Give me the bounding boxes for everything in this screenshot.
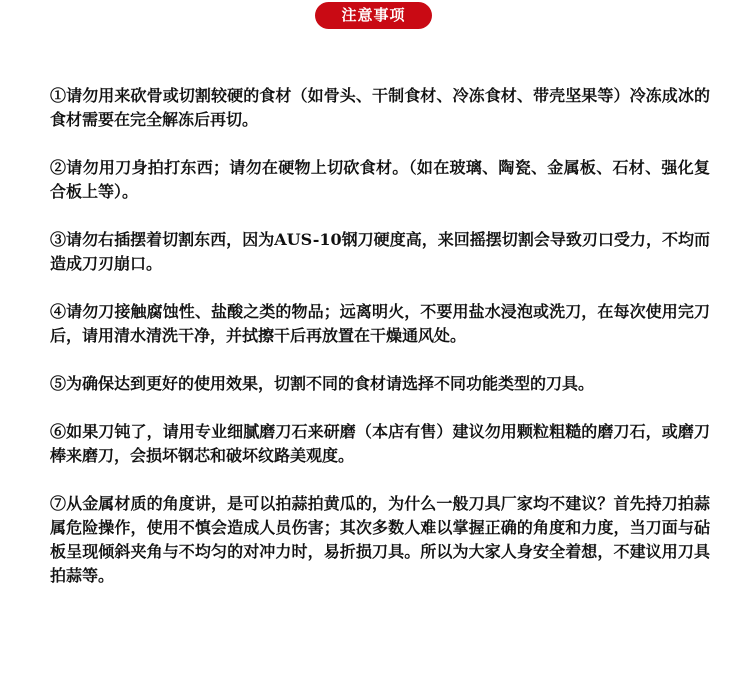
note-item-6: ⑥如果刀钝了，请用专业细腻磨刀石来研磨（本店有售）建议勿用颗粒粗糙的磨刀石，或磨刀棒来磨刀，会损坏钢芯和破坏纹路美观度。	[50, 422, 710, 465]
page-title-badge: 注意事项	[315, 2, 432, 29]
note-item-5: ⑤为确保达到更好的使用效果，切割不同的食材请选择不同功能类型的刀具。	[50, 374, 595, 393]
note-item-4: ④请勿刀接触腐蚀性、盐酸之类的物品；远离明火，不要用盐水浸泡或洗刀，在每次使用完刀后，请用清水清洗干净，并拭擦干后再放置在干燥通风处。	[50, 302, 710, 345]
note-item-7: ⑦从金属材质的角度讲，是可以拍蒜拍黄瓜的，为什么一般刀具厂家均不建议？首先持刀拍蒜属危险操作，使用不慎会造成人员伤害；其次多数人难以掌握正确的角度和力度，当刀面与砧板呈现倾斜夹角与不均匀的对冲力时，易折损刀具。所以为大家人身安全着想，不建议用刀具拍蒜等。	[50, 494, 710, 585]
notes-list	[50, 84, 710, 612]
note-item-1: ①请勿用来砍骨或切割较硬的食材（如骨头、干制食材、冷冻食材、带壳坚果等）冷冻成冰的食材需要在完全解冻后再切。	[50, 86, 710, 129]
note-item-2: ②请勿用刀身拍打东西；请勿在硬物上切砍食材。（如在玻璃、陶瓷、金属板、石材、强化复合板上等）。	[50, 158, 710, 201]
note-item-3: ③请勿右插摆着切割东西，因为AUS-10钢刀硬度高，来回摇摆切割会导致刃口受力，不均而造成刀刃崩口。	[50, 230, 710, 273]
